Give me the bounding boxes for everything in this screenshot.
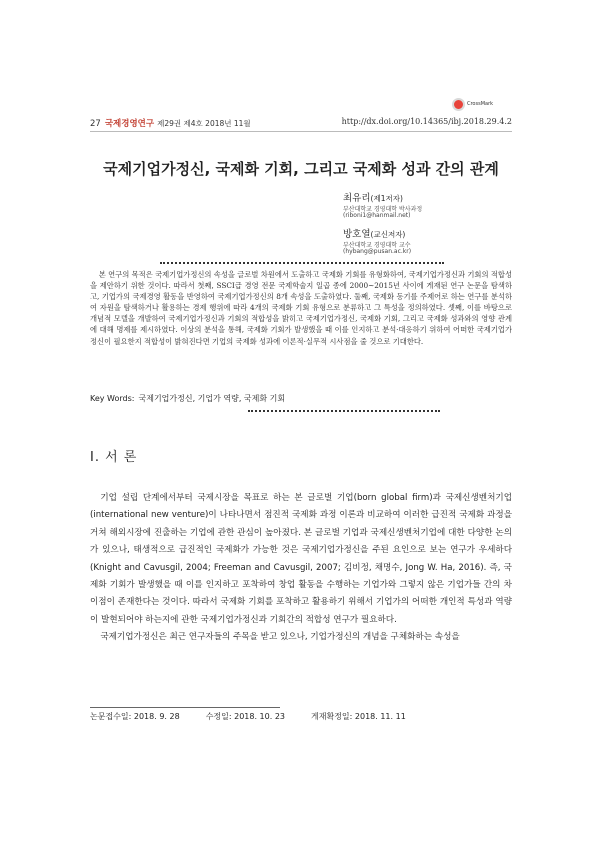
body-paragraph: 국제기업가정신은 최근 연구자들의 주목을 받고 있으나, 기업가정신의 개념을 구체화하는 속성을 <box>100 632 460 643</box>
author-1-name <box>343 190 403 204</box>
keywords-terms: 국제기업가정신, 기업가 역량, 국제화 기회 <box>138 394 286 403</box>
abstract: 본 연구의 목적은 국제기업가정신의 속성을 글로벌 차원에서 도출하고 국제화 기회를 유형화하여, 국제기업가정신과 기회의 적합성을 제안하기 위한 것이다. 따라서 첫째, SSCI급 경영 전문 국제학술지 일곱 종에 2000~2015년 사이에 게재된 연구 논문을 탐색하고, 기업가의 국제경영 활동을 반영하여 국제기업가정신의 8개 속성을 도출하였다. 둘째, 국제화 동기를 주제어로 하는 연구를 분석하여 자원을 탐색하거나 활용하는 경제 행위에 따라 4개의 국제화 기회 유형으로 분류하고 그 특성을 정의하였다. 셋째, 이를 바탕으로 개념적 모델을 개발하여 국제기업가정신과 기회의 적합성을 밝히고 국제기업가정신, 국제화 기회, 그리고 국제화 성과와의 영향 관계에 대해 명제를 제시하였다. 이상의 분석을 통해, 국제화 기회가 발생했을 때 이를 인지하고 분석·대응하기 위하여 어떠한 국제기업가정신이 필요한지 적합성이 밝혀진다면 기업의 국제화 성과에 이론적·실무적 시사점을 줄 것으로 기대한다. <box>90 270 512 346</box>
running-header <box>90 117 512 129</box>
doi-link[interactable]: http://dx.doi.org/10.14365/ibj.2018.29.4.2 <box>341 117 512 126</box>
revised-date: 수정일: 2018. 10. 23 <box>205 712 286 721</box>
crossmark-icon <box>452 98 465 111</box>
article-title: 국제기업가정신, 국제화 기회, 그리고 국제화 성과 간의 관계 <box>103 160 499 178</box>
submission-dates <box>90 711 512 722</box>
body-paragraph: 기업 설립 단계에서부터 국제시장을 목표로 하는 본 글로벌 기업(born global firm)과 국제신생벤처기업(international new venture)이 나타나면서 점진적 국제화 과정 이론과 비교하여 이러한 급진적 국제화 과정을 거쳐 해외시장에 진출하는 기업에 관한 관심이 높아졌다. 본 글로벌 기업과 국제신생벤처기업에 대한 다양한 논의가 있으나, 태생적으로 급진적인 국제화가 가능한 것은 국제기업가정신을 주된 요인으로 보는 연구가 우세하다(Knight and Cavusgil, 2004; Freeman and Cavusgil, 2007; 김비정, 채명수, Jong W. Ha, 2016). 즉, 국제화 기회가 발생했을 때 이를 인지하고 포착하여 창업 활동을 수행하는 기업가와 그렇지 않은 기업가들 간의 차이점이 존재한다는 것이다. 따라서 국제화 기회를 포착하고 활용하기 위해서 기업가의 어떠한 개인적 특성과 역량이 발현되어야 하는지에 관한 국제기업가정신과 기회간의 적합성 연구가 필요하다. <box>90 493 512 625</box>
keywords <box>90 393 512 404</box>
crossmark-label: CrossMark <box>467 101 494 107</box>
author-1-name-text: 최유리 <box>343 193 371 204</box>
author-2-affiliation: 부산대학교 경영대학 교수 <box>343 242 411 249</box>
section-heading: Ⅰ. 서 론 <box>90 450 138 465</box>
author-1-affiliation: 부산대학교 경영대학 박사과정 <box>343 206 423 213</box>
abstract-bottom-divider <box>248 410 440 412</box>
header-divider <box>90 131 512 132</box>
journal-name: 국제경영연구 <box>104 119 155 129</box>
author-2-name <box>343 226 405 240</box>
accepted-date: 게재확정일: 2018. 11. 11 <box>311 712 406 721</box>
abstract-top-divider <box>160 262 444 264</box>
footer-divider <box>90 707 280 708</box>
keywords-label: Key Words: <box>90 394 135 403</box>
page-number: 27 <box>90 119 101 129</box>
body-text <box>90 490 512 647</box>
received-date: 논문접수일: 2018. 9. 28 <box>90 712 180 721</box>
crossmark-badge[interactable] <box>452 97 498 115</box>
author-2-name-text: 방호열 <box>343 229 371 240</box>
author-1-email[interactable]: (riboni1@hanmail.net) <box>343 212 411 219</box>
author-1-role: (제1저자) <box>370 194 403 203</box>
author-2-email[interactable]: (hybang@pusan.ac.kr) <box>343 248 412 255</box>
volume-info: 제29권 제4호 2018년 11월 <box>157 119 251 128</box>
author-2-role: (교신저자) <box>370 230 406 239</box>
